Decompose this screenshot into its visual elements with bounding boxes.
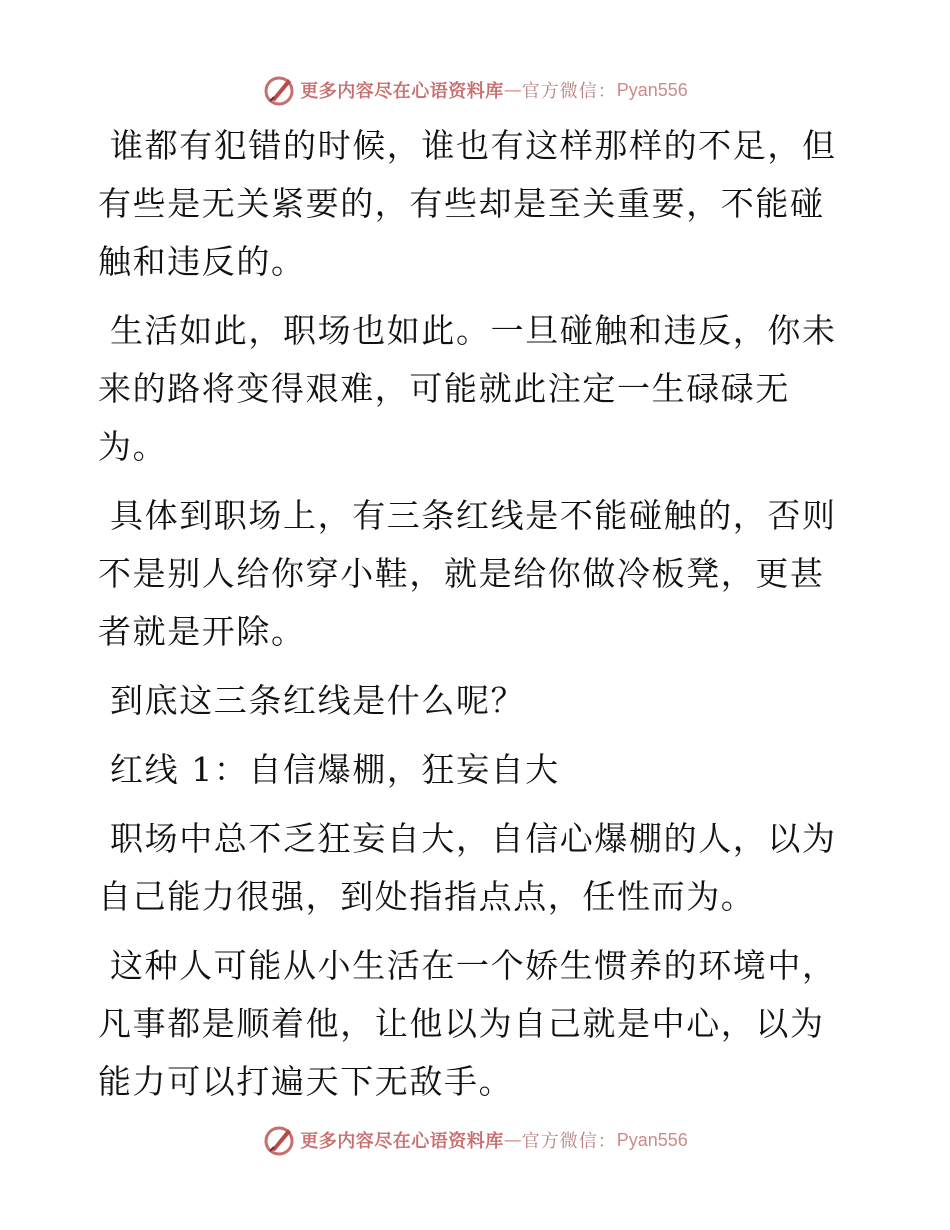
document-body: [98, 117, 858, 1122]
banner-site-name: 更多内容尽在心语资料库: [300, 1131, 504, 1152]
paragraph-4: 到底这三条红线是什么呢？: [110, 681, 526, 720]
banner-wechat-label: 官方微信：: [521, 1131, 617, 1152]
section-heading-redline-1: 红线 1：自信爆棚，狂妄自大: [110, 750, 560, 789]
paragraph-1: 谁都有犯错的时候，谁也有这样那样的不足，但有些是无关紧要的，有些却是至关重要，不能碰触和违反的。: [98, 126, 837, 281]
banner-wechat-id: Pyan556: [616, 79, 688, 100]
banner-site-name: 更多内容尽在心语资料库: [300, 81, 504, 102]
banner-wechat-label: 官方微信：: [521, 81, 617, 102]
header-banner: [0, 70, 950, 110]
banner-dash: —: [503, 79, 522, 101]
banner-wechat-id: Pyan556: [616, 1129, 688, 1150]
banner-dash: —: [503, 1129, 522, 1151]
paragraph-6: 这种人可能从小生活在一个娇生惯养的环境中，凡事都是顺着他，让他以为自己就是中心，以为能力可以打遍天下无敌手。: [98, 946, 837, 1101]
paragraph-5: 职场中总不乏狂妄自大，自信心爆棚的人，以为自己能力很强，到处指指点点，任性而为。: [98, 819, 837, 916]
footer-banner: [0, 1120, 950, 1160]
quill-logo-icon: [262, 1123, 296, 1157]
quill-logo-icon: [262, 73, 296, 107]
paragraph-2: 生活如此，职场也如此。一旦碰触和违反，你未来的路将变得艰难，可能就此注定一生碌碌无为。: [98, 311, 837, 466]
paragraph-3: 具体到职场上，有三条红线是不能碰触的，否则不是别人给你穿小鞋，就是给你做冷板凳，更甚者就是开除。: [98, 496, 837, 651]
